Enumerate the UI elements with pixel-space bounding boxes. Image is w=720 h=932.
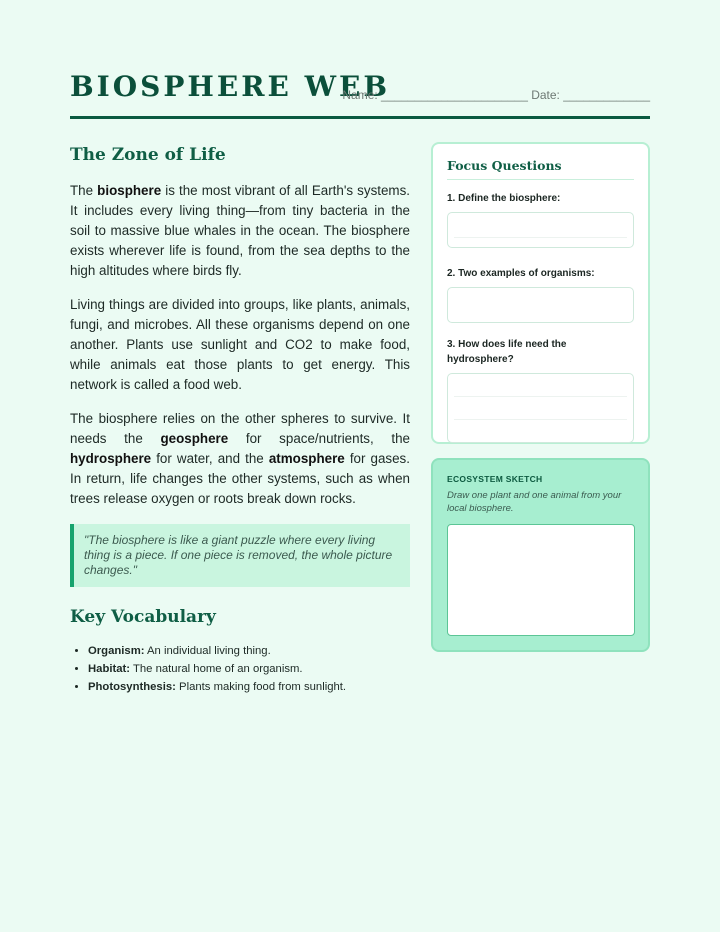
answer-field-3[interactable] (447, 373, 634, 443)
question-1-label: 1. Define the biosphere: (447, 193, 561, 204)
page-title: BIOSPHERE WEB (70, 70, 391, 103)
list-item: • Organism: An individual living thing. (88, 642, 410, 660)
vocabulary-heading: Key Vocabulary (70, 607, 216, 627)
sketch-drawing-area[interactable] (447, 524, 635, 636)
sketch-title: ECOSYSTEM SKETCH (447, 474, 543, 484)
name-date-fields: Name: ______________________ Date: _____________ (342, 88, 650, 102)
paragraph-3: The biosphere relies on the other spheres to survive. It needs the geosphere for space/nutrients, the hydrosphere for water, and the atmosphere for gases. In return, life changes the other systems, such as when trees release oxygen or roots break down rocks. (70, 411, 411, 506)
focus-questions-title: Focus Questions (447, 158, 634, 180)
quote-callout: "The biosphere is like a giant puzzle where every living thing is a piece. If one piece is removed, the whole picture changes." (70, 524, 410, 587)
worksheet-page (70, 0, 650, 932)
focus-questions-card (431, 142, 650, 444)
list-item: • Photosynthesis: Plants making food from sunlight. (88, 678, 410, 696)
main-content (70, 144, 410, 696)
question-3-label: 3. How does life need the hydrosphere? (447, 339, 567, 365)
answer-field-1[interactable] (447, 212, 634, 248)
vocabulary-list (70, 642, 410, 696)
paragraph-1: The biosphere is the most vibrant of all Earth's systems. It includes every living thing—from tiny bacteria in the soil to massive blue whales in the ocean. The biosphere exists wherever life is found, from the sea depths to the high altitudes where birds fly. (70, 183, 411, 278)
paragraph-2: Living things are divided into groups, like plants, animals, fungi, and microbes. All these organisms depend on one another. Plants use sunlight and CO2 to make food, while animals eat those plants to get energy. This network is called a food web. (70, 297, 410, 392)
sketch-instructions: Draw one plant and one animal from your local biosphere. (447, 490, 622, 514)
header-divider (70, 116, 650, 119)
list-item: • Habitat: The natural home of an organism. (88, 660, 410, 678)
ecosystem-sketch-card (431, 458, 650, 652)
header (70, 70, 650, 120)
section-heading: The Zone of Life (70, 145, 226, 165)
question-2-label: 2. Two examples of organisms: (447, 268, 595, 279)
answer-field-2[interactable] (447, 287, 634, 323)
